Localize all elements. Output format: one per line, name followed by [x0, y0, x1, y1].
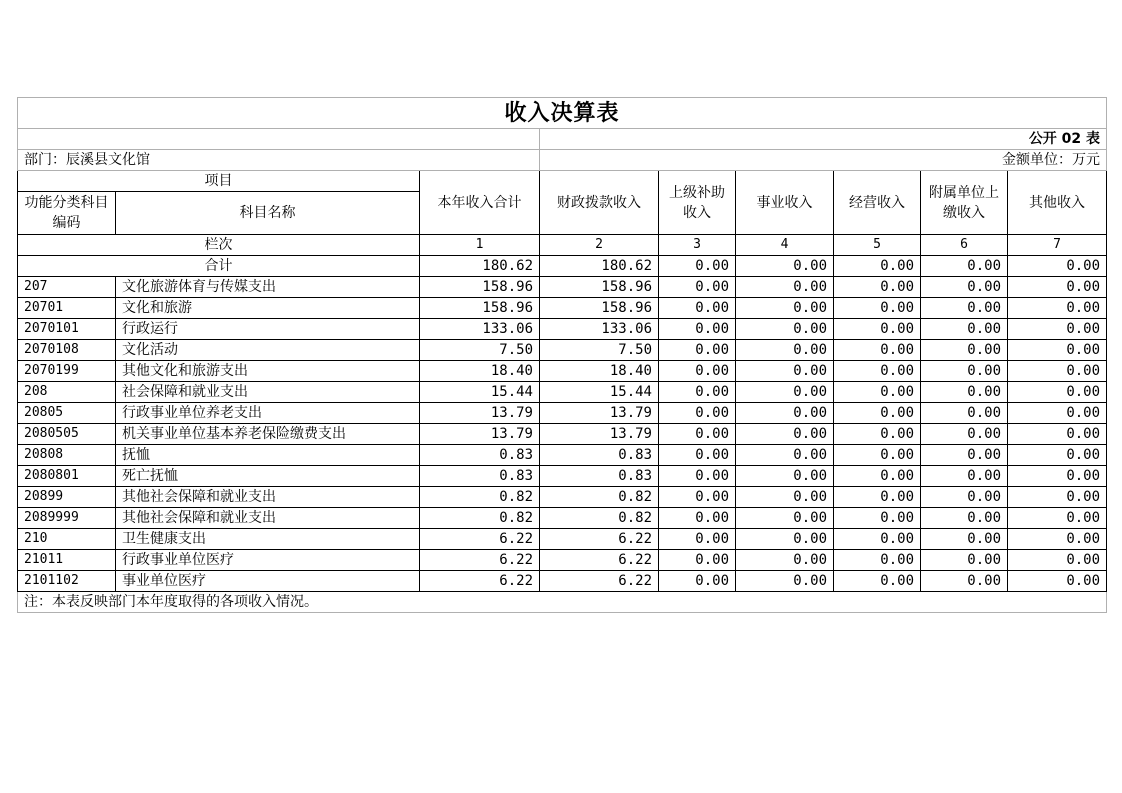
- amount-cell: 0.00: [921, 424, 1008, 445]
- column-number: 7: [1008, 235, 1107, 256]
- amount-cell: 0.00: [834, 298, 921, 319]
- amount-cell: 0.00: [834, 340, 921, 361]
- total-value: 0.00: [736, 256, 834, 277]
- amount-cell: 0.00: [1008, 487, 1107, 508]
- column-number: 4: [736, 235, 834, 256]
- amount-cell: 0.00: [921, 319, 1008, 340]
- amount-cell: 0.00: [921, 529, 1008, 550]
- subject-code: 20899: [18, 487, 116, 508]
- amount-cell: 0.00: [834, 571, 921, 592]
- amount-cell: 133.06: [540, 319, 659, 340]
- table-row: [18, 550, 1107, 571]
- amount-cell: 0.83: [420, 445, 540, 466]
- amount-cell: 0.00: [921, 571, 1008, 592]
- amount-cell: 0.00: [834, 466, 921, 487]
- table-note: 注：本表反映部门本年度取得的各项收入情况。: [18, 592, 1107, 613]
- subject-name: 其他社会保障和就业支出: [116, 508, 420, 529]
- header-fiscal: 财政拨款收入: [540, 171, 659, 235]
- amount-cell: 0.00: [834, 529, 921, 550]
- amount-cell: 6.22: [540, 529, 659, 550]
- subject-name: 机关事业单位基本养老保险缴费支出: [116, 424, 420, 445]
- amount-cell: 0.00: [659, 382, 736, 403]
- column-number: 1: [420, 235, 540, 256]
- amount-cell: 0.00: [1008, 424, 1107, 445]
- amount-cell: 0.00: [921, 298, 1008, 319]
- amount-cell: 158.96: [540, 298, 659, 319]
- unit-label: 金额单位：万元: [540, 150, 1107, 171]
- subject-code: 2080801: [18, 466, 116, 487]
- income-table: [17, 97, 1107, 613]
- table-row: [18, 466, 1107, 487]
- amount-cell: 0.00: [736, 319, 834, 340]
- amount-cell: 0.00: [921, 403, 1008, 424]
- amount-cell: 6.22: [420, 550, 540, 571]
- amount-cell: 0.00: [736, 277, 834, 298]
- table-row: [18, 445, 1107, 466]
- subject-code: 2089999: [18, 508, 116, 529]
- total-value: 0.00: [834, 256, 921, 277]
- amount-cell: 13.79: [420, 403, 540, 424]
- subject-code: 2101102: [18, 571, 116, 592]
- amount-cell: 0.00: [736, 550, 834, 571]
- amount-cell: 0.00: [1008, 277, 1107, 298]
- amount-cell: 6.22: [420, 529, 540, 550]
- header-superior: 上级补助收入: [659, 171, 736, 235]
- amount-cell: 0.83: [540, 445, 659, 466]
- amount-cell: 0.00: [659, 571, 736, 592]
- table-row: [18, 361, 1107, 382]
- amount-cell: 0.00: [1008, 529, 1107, 550]
- total-value: 0.00: [659, 256, 736, 277]
- amount-cell: 0.00: [921, 550, 1008, 571]
- total-row: [18, 256, 1107, 277]
- amount-cell: 0.00: [1008, 550, 1107, 571]
- subject-name: 行政事业单位养老支出: [116, 403, 420, 424]
- amount-cell: 0.00: [921, 361, 1008, 382]
- amount-cell: 0.00: [1008, 466, 1107, 487]
- subject-name: 文化活动: [116, 340, 420, 361]
- table-row: [18, 319, 1107, 340]
- column-number: 3: [659, 235, 736, 256]
- amount-cell: 0.00: [834, 550, 921, 571]
- page-title: 收入决算表: [18, 98, 1107, 129]
- amount-cell: 0.00: [736, 298, 834, 319]
- amount-cell: 0.00: [1008, 508, 1107, 529]
- subject-name: 文化和旅游: [116, 298, 420, 319]
- amount-cell: 0.00: [834, 277, 921, 298]
- amount-cell: 7.50: [540, 340, 659, 361]
- table-row: [18, 382, 1107, 403]
- amount-cell: 0.00: [834, 361, 921, 382]
- table-row: [18, 277, 1107, 298]
- amount-cell: 0.00: [921, 445, 1008, 466]
- amount-cell: 158.96: [540, 277, 659, 298]
- amount-cell: 6.22: [540, 550, 659, 571]
- amount-cell: 0.00: [921, 340, 1008, 361]
- amount-cell: 0.00: [921, 508, 1008, 529]
- subject-name: 行政运行: [116, 319, 420, 340]
- amount-cell: 0.00: [659, 319, 736, 340]
- amount-cell: 0.00: [736, 508, 834, 529]
- amount-cell: 13.79: [540, 424, 659, 445]
- column-number: 5: [834, 235, 921, 256]
- blank-cell: [18, 129, 540, 150]
- column-number-label: 栏次: [18, 235, 420, 256]
- subject-name: 抚恤: [116, 445, 420, 466]
- amount-cell: 0.00: [659, 340, 736, 361]
- table-row: [18, 487, 1107, 508]
- column-number: 6: [921, 235, 1008, 256]
- form-number: 公开 02 表: [540, 129, 1107, 150]
- amount-cell: 0.83: [540, 466, 659, 487]
- total-label: 合计: [18, 256, 420, 277]
- table-row: [18, 529, 1107, 550]
- amount-cell: 0.00: [834, 382, 921, 403]
- amount-cell: 0.00: [659, 550, 736, 571]
- header-affiliated: 附属单位上缴收入: [921, 171, 1008, 235]
- subject-name: 其他社会保障和就业支出: [116, 487, 420, 508]
- amount-cell: 0.00: [659, 361, 736, 382]
- amount-cell: 0.00: [1008, 571, 1107, 592]
- subject-code: 20808: [18, 445, 116, 466]
- table-row: [18, 571, 1107, 592]
- amount-cell: 0.00: [921, 487, 1008, 508]
- amount-cell: 0.00: [736, 424, 834, 445]
- amount-cell: 0.00: [736, 571, 834, 592]
- header-other: 其他收入: [1008, 171, 1107, 235]
- amount-cell: 0.00: [659, 298, 736, 319]
- amount-cell: 0.00: [834, 445, 921, 466]
- amount-cell: 0.00: [736, 382, 834, 403]
- subject-name: 其他文化和旅游支出: [116, 361, 420, 382]
- subject-name: 死亡抚恤: [116, 466, 420, 487]
- amount-cell: 0.00: [834, 424, 921, 445]
- department-label: 部门：辰溪县文化馆: [18, 150, 540, 171]
- amount-cell: 158.96: [420, 298, 540, 319]
- subject-code: 208: [18, 382, 116, 403]
- amount-cell: 0.00: [736, 403, 834, 424]
- amount-cell: 0.00: [659, 508, 736, 529]
- amount-cell: 0.00: [1008, 319, 1107, 340]
- amount-cell: 0.00: [736, 445, 834, 466]
- table-row: [18, 508, 1107, 529]
- amount-cell: 0.00: [659, 466, 736, 487]
- subject-name: 文化旅游体育与传媒支出: [116, 277, 420, 298]
- subject-name: 行政事业单位医疗: [116, 550, 420, 571]
- amount-cell: 0.00: [921, 277, 1008, 298]
- amount-cell: 0.00: [1008, 340, 1107, 361]
- amount-cell: 0.00: [659, 529, 736, 550]
- amount-cell: 0.82: [540, 508, 659, 529]
- subject-name: 事业单位医疗: [116, 571, 420, 592]
- subject-name: 社会保障和就业支出: [116, 382, 420, 403]
- subject-code: 21011: [18, 550, 116, 571]
- amount-cell: 0.00: [921, 466, 1008, 487]
- amount-cell: 0.00: [659, 487, 736, 508]
- table-row: [18, 403, 1107, 424]
- amount-cell: 0.00: [736, 340, 834, 361]
- amount-cell: 0.00: [659, 403, 736, 424]
- amount-cell: 6.22: [420, 571, 540, 592]
- subject-code: 207: [18, 277, 116, 298]
- total-value: 180.62: [540, 256, 659, 277]
- amount-cell: 0.00: [1008, 403, 1107, 424]
- amount-cell: 158.96: [420, 277, 540, 298]
- amount-cell: 0.82: [420, 487, 540, 508]
- total-value: 180.62: [420, 256, 540, 277]
- amount-cell: 0.82: [540, 487, 659, 508]
- header-item: 项目: [18, 171, 420, 192]
- table-row: [18, 340, 1107, 361]
- subject-code: 2070108: [18, 340, 116, 361]
- subject-code: 2080505: [18, 424, 116, 445]
- amount-cell: 133.06: [420, 319, 540, 340]
- subject-code: 2070101: [18, 319, 116, 340]
- amount-cell: 0.00: [659, 277, 736, 298]
- amount-cell: 0.82: [420, 508, 540, 529]
- amount-cell: 18.40: [420, 361, 540, 382]
- amount-cell: 0.83: [420, 466, 540, 487]
- subject-code: 210: [18, 529, 116, 550]
- amount-cell: 0.00: [659, 424, 736, 445]
- amount-cell: 15.44: [540, 382, 659, 403]
- table-row: [18, 298, 1107, 319]
- amount-cell: 0.00: [736, 529, 834, 550]
- amount-cell: 13.79: [540, 403, 659, 424]
- subject-code: 20805: [18, 403, 116, 424]
- amount-cell: 0.00: [1008, 445, 1107, 466]
- amount-cell: 15.44: [420, 382, 540, 403]
- amount-cell: 0.00: [659, 445, 736, 466]
- amount-cell: 0.00: [834, 403, 921, 424]
- subject-code: 2070199: [18, 361, 116, 382]
- income-statement-sheet: [17, 97, 1106, 613]
- table-row: [18, 424, 1107, 445]
- amount-cell: 0.00: [736, 466, 834, 487]
- total-value: 0.00: [1008, 256, 1107, 277]
- amount-cell: 0.00: [921, 382, 1008, 403]
- amount-cell: 13.79: [420, 424, 540, 445]
- amount-cell: 0.00: [1008, 298, 1107, 319]
- column-number: 2: [540, 235, 659, 256]
- amount-cell: 7.50: [420, 340, 540, 361]
- amount-cell: 0.00: [1008, 361, 1107, 382]
- header-total: 本年收入合计: [420, 171, 540, 235]
- amount-cell: 18.40: [540, 361, 659, 382]
- header-business: 事业收入: [736, 171, 834, 235]
- amount-cell: 0.00: [834, 319, 921, 340]
- amount-cell: 0.00: [736, 361, 834, 382]
- amount-cell: 6.22: [540, 571, 659, 592]
- amount-cell: 0.00: [834, 487, 921, 508]
- total-value: 0.00: [921, 256, 1008, 277]
- header-code: 功能分类科目编码: [18, 192, 116, 235]
- amount-cell: 0.00: [1008, 382, 1107, 403]
- amount-cell: 0.00: [736, 487, 834, 508]
- amount-cell: 0.00: [834, 508, 921, 529]
- header-operating: 经营收入: [834, 171, 921, 235]
- subject-code: 20701: [18, 298, 116, 319]
- subject-name: 卫生健康支出: [116, 529, 420, 550]
- header-name: 科目名称: [116, 192, 420, 235]
